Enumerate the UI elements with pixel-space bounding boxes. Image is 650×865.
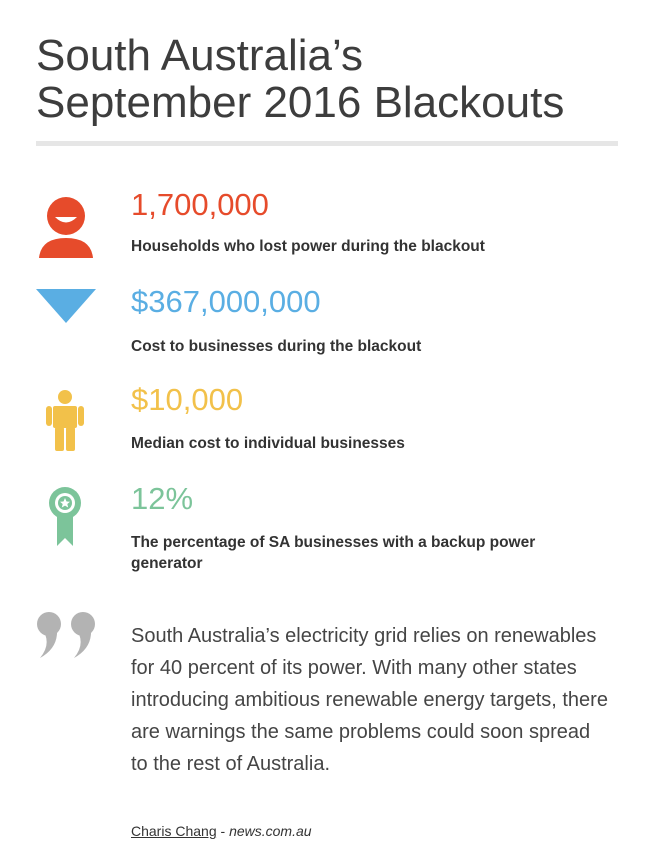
title-divider xyxy=(36,141,618,146)
attribution-separator: - xyxy=(216,823,230,839)
quote-text: South Australia’s electricity grid relies on renewables for 40 percent of its power. With many other states introducing ambitious renewable energy targets, there are warnings the same problems could soon spread to the rest of Australia. xyxy=(131,625,608,775)
stat-value: $367,000,000 xyxy=(131,284,321,319)
stat-description: Median cost to individual businesses xyxy=(131,435,405,452)
title-line-2: September 2016 Blackouts xyxy=(36,78,565,127)
author-link[interactable]: Charis Chang xyxy=(131,823,217,839)
person-head-icon xyxy=(36,196,96,263)
stat-description: Households who lost power during the blackout xyxy=(131,238,485,255)
stat-value: 12% xyxy=(131,481,194,516)
title-line-1: South Australia’s xyxy=(36,31,363,80)
stat-description: Cost to businesses during the blackout xyxy=(131,338,422,355)
page-title xyxy=(36,32,626,126)
down-triangle-icon xyxy=(36,289,96,330)
stat-value: $10,000 xyxy=(131,382,244,417)
quote-marks-icon xyxy=(36,610,100,665)
source-name: news.com.au xyxy=(229,823,312,839)
stat-description: The percentage of SA businesses with a backup power generator xyxy=(131,534,536,572)
person-figure-icon xyxy=(45,389,85,456)
award-ribbon-icon xyxy=(48,486,82,553)
quote-attribution xyxy=(131,823,312,839)
stat-value: 1,700,000 xyxy=(131,187,269,222)
